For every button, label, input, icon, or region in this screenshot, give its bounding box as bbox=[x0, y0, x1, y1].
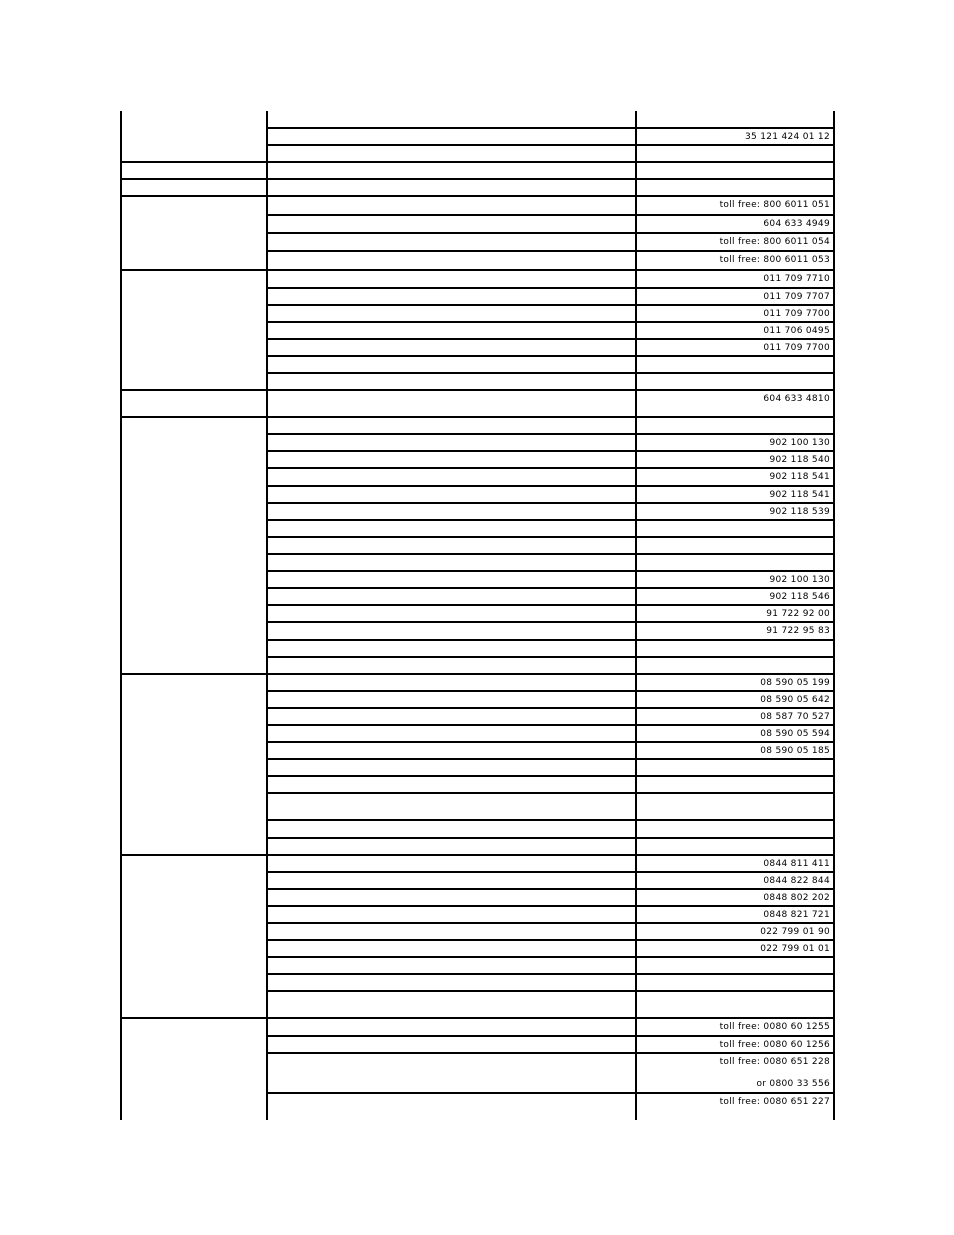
group-separator bbox=[120, 1017, 267, 1019]
row-separator bbox=[266, 214, 835, 216]
row-separator bbox=[266, 973, 835, 975]
row-separator bbox=[266, 433, 835, 435]
phone-number: 011 709 7710 bbox=[763, 274, 830, 284]
row-separator bbox=[266, 416, 835, 418]
column-border-left bbox=[120, 111, 122, 1120]
phone-number: 08 590 05 642 bbox=[760, 695, 830, 705]
phone-number: toll free: 800 6011 053 bbox=[719, 255, 830, 265]
phone-number: toll free: 800 6011 051 bbox=[719, 200, 830, 210]
row-separator bbox=[266, 127, 835, 129]
row-separator bbox=[266, 338, 835, 340]
row-separator bbox=[266, 621, 835, 623]
group-separator bbox=[120, 854, 267, 856]
phone-number: 022 799 01 01 bbox=[760, 944, 830, 954]
phone-number: 902 118 541 bbox=[769, 472, 830, 482]
row-separator bbox=[266, 250, 835, 252]
row-separator bbox=[266, 1092, 835, 1094]
phone-number: 011 709 7700 bbox=[763, 309, 830, 319]
phone-number: 0848 821 721 bbox=[763, 910, 830, 920]
phone-number: 604 633 4810 bbox=[763, 394, 830, 404]
row-separator bbox=[266, 450, 835, 452]
row-separator bbox=[266, 485, 835, 487]
row-separator bbox=[266, 178, 835, 180]
row-separator bbox=[266, 587, 835, 589]
phone-number: 0844 811 411 bbox=[763, 859, 830, 869]
group-separator bbox=[120, 416, 267, 418]
phone-number: 011 709 7700 bbox=[763, 343, 830, 353]
group-separator bbox=[120, 178, 267, 180]
row-separator bbox=[266, 837, 835, 839]
row-separator bbox=[266, 758, 835, 760]
column-border-2 bbox=[635, 111, 637, 1120]
row-separator bbox=[266, 321, 835, 323]
phone-number: 0848 802 202 bbox=[763, 893, 830, 903]
group-separator bbox=[120, 389, 267, 391]
row-separator bbox=[266, 519, 835, 521]
row-separator bbox=[266, 161, 835, 163]
phone-number: 08 590 05 185 bbox=[760, 746, 830, 756]
row-separator bbox=[266, 604, 835, 606]
row-separator bbox=[266, 304, 835, 306]
row-separator bbox=[266, 905, 835, 907]
row-separator bbox=[266, 1052, 835, 1054]
row-separator bbox=[266, 287, 835, 289]
row-separator bbox=[266, 888, 835, 890]
phone-number: 902 118 539 bbox=[769, 507, 830, 517]
row-separator bbox=[266, 195, 835, 197]
group-separator bbox=[120, 269, 267, 271]
row-separator bbox=[266, 1035, 835, 1037]
row-separator bbox=[266, 690, 835, 692]
phone-number: 902 118 546 bbox=[769, 592, 830, 602]
phone-number-alt: or 0800 33 556 bbox=[756, 1079, 830, 1089]
phone-number: toll free: 800 6011 054 bbox=[719, 237, 830, 247]
phone-number: 08 590 05 594 bbox=[760, 729, 830, 739]
row-separator bbox=[266, 819, 835, 821]
phone-number: 0844 822 844 bbox=[763, 876, 830, 886]
phone-number: 902 118 541 bbox=[769, 490, 830, 500]
column-border-right bbox=[833, 111, 835, 1120]
row-separator bbox=[266, 956, 835, 958]
row-separator bbox=[266, 502, 835, 504]
column-border-1 bbox=[266, 111, 268, 1120]
row-separator bbox=[266, 232, 835, 234]
row-separator bbox=[266, 939, 835, 941]
phone-number: 902 100 130 bbox=[769, 575, 830, 585]
row-separator bbox=[266, 656, 835, 658]
row-separator bbox=[266, 389, 835, 391]
phone-number: 08 587 70 527 bbox=[760, 712, 830, 722]
row-separator bbox=[266, 707, 835, 709]
row-separator bbox=[266, 792, 835, 794]
row-separator bbox=[266, 724, 835, 726]
group-separator bbox=[120, 673, 267, 675]
phone-number: 08 590 05 199 bbox=[760, 678, 830, 688]
phone-number: 022 799 01 90 bbox=[760, 927, 830, 937]
row-separator bbox=[266, 741, 835, 743]
group-separator bbox=[120, 161, 267, 163]
row-separator bbox=[266, 536, 835, 538]
phone-number: toll free: 0080 651 227 bbox=[719, 1097, 830, 1107]
phone-number: toll free: 0080 651 228 bbox=[719, 1057, 830, 1067]
row-separator bbox=[266, 570, 835, 572]
row-separator bbox=[266, 990, 835, 992]
phone-number: 011 709 7707 bbox=[763, 292, 830, 302]
phone-number: toll free: 0080 60 1255 bbox=[719, 1022, 830, 1032]
phone-number: 91 722 92 00 bbox=[766, 609, 830, 619]
phone-number: 35 121 424 01 12 bbox=[745, 132, 830, 142]
phone-number: 902 118 540 bbox=[769, 455, 830, 465]
row-separator bbox=[266, 467, 835, 469]
phone-number: 902 100 130 bbox=[769, 438, 830, 448]
row-separator bbox=[266, 922, 835, 924]
phone-number: 604 633 4949 bbox=[763, 219, 830, 229]
row-separator bbox=[266, 673, 835, 675]
phone-number: 011 706 0495 bbox=[763, 326, 830, 336]
row-separator bbox=[266, 355, 835, 357]
row-separator bbox=[266, 775, 835, 777]
row-separator bbox=[266, 144, 835, 146]
row-separator bbox=[266, 871, 835, 873]
row-separator bbox=[266, 639, 835, 641]
row-separator bbox=[266, 854, 835, 856]
group-separator bbox=[120, 195, 267, 197]
phone-number: 91 722 95 83 bbox=[766, 626, 830, 636]
row-separator bbox=[266, 553, 835, 555]
row-separator bbox=[266, 1017, 835, 1019]
row-separator bbox=[266, 269, 835, 271]
phone-number: toll free: 0080 60 1256 bbox=[719, 1040, 830, 1050]
row-separator bbox=[266, 372, 835, 374]
